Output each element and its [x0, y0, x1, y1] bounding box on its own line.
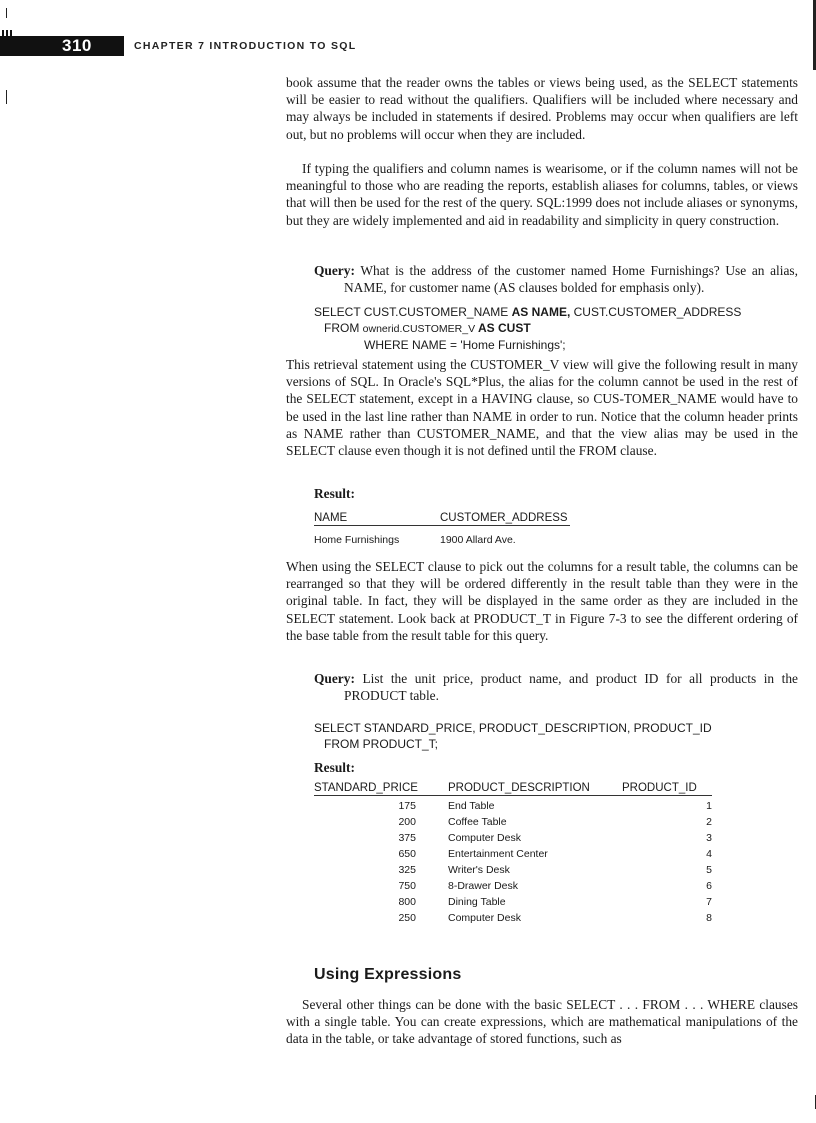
result-label: Result:	[314, 486, 355, 501]
query-label: Query:	[314, 263, 355, 278]
result-table-2: STANDARD_PRICE PRODUCT_DESCRIPTION PRODUCT_ID 175 End Table 1 200 Coffee Table 2 375 Computer Desk 3 650 Entertainment Center 4 325 Writer's Desk 5 750 8-Drawer Desk 6 800 Dining Table 7 250 Computer Desk 8	[314, 782, 712, 924]
page-number: 310	[62, 36, 92, 55]
code-block-1: SELECT CUST.CUSTOMER_NAME AS NAME, CUST.CUSTOMER_ADDRESS FROM ownerid.CUSTOMER_V AS CUST WHERE NAME = 'Home Furnishings';	[314, 305, 742, 352]
paragraph-2: If typing the qualifiers and column names is wearisome, or if the column names will not be meaningful to those who are reading the reports, establish aliases for columns, tables, or views that will then be used for the rest of the query. SQL:1999 does not include aliases or synonyms, but they are widely implemented and aid in readability and simplicity in query construction.	[286, 161, 798, 228]
scan-edge-mark	[6, 8, 7, 18]
code-block-2: SELECT STANDARD_PRICE, PRODUCT_DESCRIPTION, PRODUCT_ID FROM PRODUCT_T;	[314, 721, 712, 751]
table-row: 650 Entertainment Center 4	[398, 848, 712, 860]
table-row: 800 Dining Table 7	[398, 896, 712, 908]
table-row: 250 Computer Desk 8	[398, 912, 712, 924]
paragraph-1: book assume that the reader owns the tables or views being used, as the SELECT statements will be easier to read without the qualifiers. Qualifiers will be included where necessary and may always be included in statements if desired. Problems may occur when qualifiers are left out, but no problems will occur when they are included.	[286, 75, 798, 142]
paragraph-5: Several other things can be done with the basic SELECT . . . FROM . . . WHERE clauses with a single table. You can create expressions, which are mathematical manipulations of the data in the table, or take advantage of stored functions, such as	[286, 997, 798, 1047]
table-row: 175 End Table 1	[398, 800, 712, 812]
paragraph-3: This retrieval statement using the CUSTOMER_V view will give the following result in many versions of SQL. In Oracle's SQL*Plus, the alias for the column cannot be used in the rest of the SELECT statement, except in a HAVING clause, so CUS-TOMER_NAME would have to be used in the last line rather than NAME in order to run. Notice that the column header prints as NAME rather than CUSTOMER_NAME, and that the view alias may be used in the SELECT clause even though it is not defined until the FROM clause.	[286, 357, 798, 459]
table-row: 200 Coffee Table 2	[398, 816, 712, 828]
query-text: List the unit price, product name, and product ID for all products in the PRODUCT table.	[344, 671, 799, 704]
running-header	[0, 34, 816, 58]
chapter-title: CHAPTER 7 INTRODUCTION TO SQL	[134, 40, 357, 52]
table-row: Home Furnishings 1900 Allard Ave.	[314, 534, 516, 546]
scan-edge-mark	[6, 90, 7, 104]
table-row: 325 Writer's Desk 5	[398, 864, 712, 876]
table-row: 375 Computer Desk 3	[398, 832, 712, 844]
table-row: 750 8-Drawer Desk 6	[398, 880, 712, 892]
query-1	[286, 262, 798, 296]
result-label: Result:	[314, 760, 355, 775]
paragraph-4: When using the SELECT clause to pick out the columns for a result table, the columns can be rearranged so that they will be ordered differently in the result table than they were in the original table. In fact, they will be displayed in the same order as they are included in the SELECT statement. Look back at PRODUCT_T in Figure 7-3 to see the different ordering of the base table from the result table for this query.	[286, 559, 798, 643]
section-heading: Using Expressions	[314, 966, 462, 983]
query-label: Query:	[314, 671, 355, 686]
query-text: What is the address of the customer named Home Furnishings? Use an alias, NAME, for customer name (AS clauses bolded for emphasis only).	[344, 263, 798, 296]
result-table-1: NAME CUSTOMER_ADDRESS Home Furnishings 1900 Allard Ave.	[314, 512, 570, 548]
query-2	[286, 670, 798, 704]
